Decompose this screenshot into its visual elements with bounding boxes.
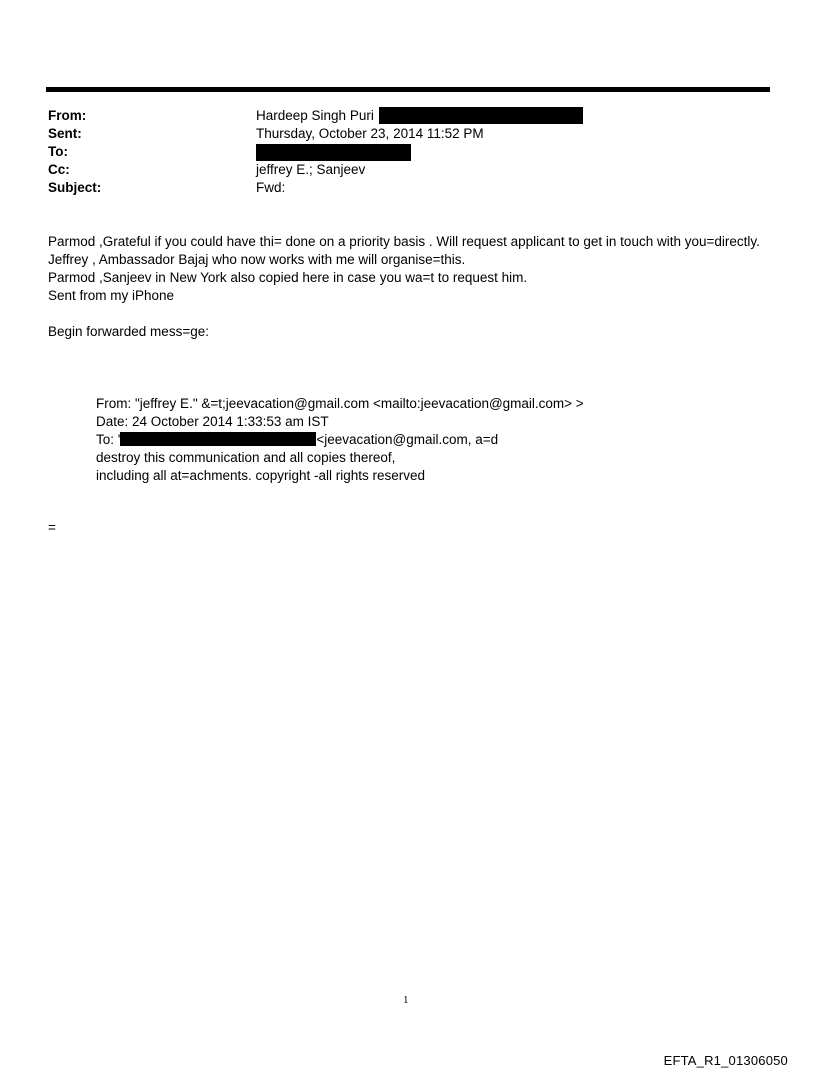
body-line: Jeffrey , Ambassador Bajaj who now works with me will organise=this. bbox=[48, 252, 466, 267]
forwarded-to-line bbox=[96, 431, 696, 449]
forwarded-date-line: Date: 24 October 2014 1:33:53 am IST bbox=[96, 414, 329, 429]
from-row bbox=[48, 107, 768, 125]
forwarded-body-line: including all at=achments. copyright -all rights reserved bbox=[96, 468, 426, 483]
from-label: From: bbox=[48, 108, 87, 123]
trailing-equals: = bbox=[48, 520, 56, 535]
sent-row bbox=[48, 125, 768, 143]
forwarded-from-line: From: "jeffrey E." &=t;jeevacation@gmail.com <mailto:jeevacation@gmail.com> > bbox=[96, 396, 584, 411]
to-row bbox=[48, 143, 768, 161]
subject-label: Subject: bbox=[48, 180, 102, 195]
document-id: EFTA_R1_01306050 bbox=[663, 1053, 788, 1068]
email-body bbox=[48, 233, 778, 305]
sent-label: Sent: bbox=[48, 126, 82, 141]
subject-row bbox=[48, 179, 768, 197]
redaction-box bbox=[379, 107, 583, 124]
forwarded-body-line: destroy this communication and all copies thereof, bbox=[96, 450, 396, 465]
body-line: Sent from my iPhone bbox=[48, 288, 175, 303]
cc-value: jeffrey E.; Sanjeev bbox=[256, 162, 366, 177]
to-label: To: bbox=[48, 144, 68, 159]
body-line: Parmod ,Sanjeev in New York also copied here in case you wa=t to request him. bbox=[48, 270, 528, 285]
from-value-wrap bbox=[256, 107, 583, 125]
begin-forwarded-label: Begin forwarded mess=ge: bbox=[48, 324, 209, 339]
redaction-box bbox=[120, 432, 316, 446]
forwarded-to-prefix: To: ' bbox=[96, 432, 121, 447]
subject-value: Fwd: bbox=[256, 180, 286, 195]
header-rule bbox=[46, 87, 770, 92]
from-value: Hardeep Singh Puri bbox=[256, 108, 374, 123]
redaction-box bbox=[256, 144, 411, 161]
sent-value: Thursday, October 23, 2014 11:52 PM bbox=[256, 126, 484, 141]
cc-row bbox=[48, 161, 768, 179]
page-number: 1 bbox=[403, 994, 409, 1006]
cc-label: Cc: bbox=[48, 162, 70, 177]
forwarded-to-suffix: <jeevacation@gmail.com, a=d bbox=[316, 432, 499, 447]
forwarded-message bbox=[96, 395, 696, 485]
email-header bbox=[48, 107, 768, 197]
body-line: Parmod ,Grateful if you could have thi= done on a priority basis . Will request applicant to get in touch with you=directly. bbox=[48, 234, 760, 249]
